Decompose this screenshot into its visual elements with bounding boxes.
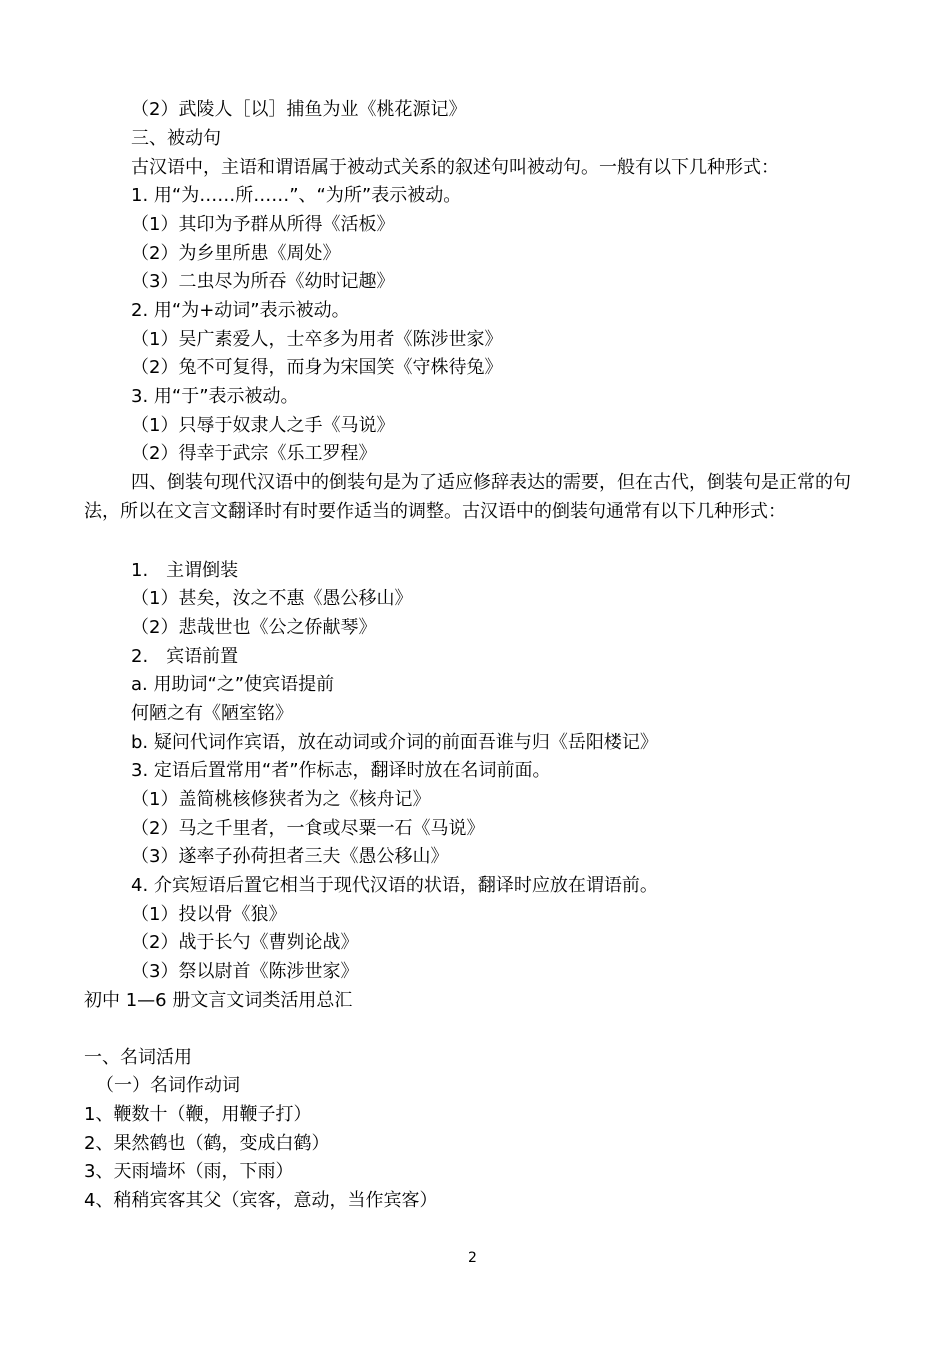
subsection-heading: （一）名词作动词 [96,1075,240,1096]
text-line: （1）盖简桃核修狭者为之《核舟记》 [131,789,431,810]
text-line: （1）只辱于奴隶人之手《马说》 [131,415,395,436]
section-heading: 三、被动句 [131,128,221,149]
text-line: 2. 宾语前置 [131,646,239,667]
text-line: （1）其印为予群从所得《活板》 [131,214,395,235]
text-line: a. 用助词“之”使宾语提前 [131,674,335,695]
text-line: b. 疑问代词作宾语，放在动词或介词的前面吾谁与归《岳阳楼记》 [131,732,658,753]
text-line: （2）悲哉世也《公之侨献琴》 [131,617,377,638]
section-title: 初中 1—6 册文言文词类活用总汇 [84,990,353,1011]
text-line: （2）武陵人［以］捕鱼为业《桃花源记》 [131,99,467,120]
list-item: 1、鞭数十（鞭，用鞭子打） [84,1104,312,1125]
list-item: 2、果然鹤也（鹤，变成白鹤） [84,1133,330,1154]
text-line: （2）为乡里所患《周处》 [131,243,341,264]
text-line: （3）遂率子孙荷担者三夫《愚公移山》 [131,846,449,867]
text-line: 4. 介宾短语后置它相当于现代汉语的状语，翻译时应放在谓语前。 [131,875,658,896]
section-heading: 一、名词活用 [84,1047,192,1068]
text-line: （2）马之千里者，一食或尽粟一石《马说》 [131,818,485,839]
text-line: 3. 用“于”表示被动。 [131,386,299,407]
text-line: （2）兔不可复得，而身为宋国笑《守株待兔》 [131,357,503,378]
section-paragraph: 四、倒装句现代汉语中的倒装句是为了适应修辞表达的需要，但在古代，倒装句是正常的句法，所以在文言文翻译时有时要作适当的调整。古汉语中的倒装句通常有以下几种形式： [84,472,851,522]
text-line: 1. 用“为……所……”、“为所”表示被动。 [131,185,462,206]
text-line: 3. 定语后置常用“者”作标志，翻译时放在名词前面。 [131,760,551,781]
page-number: 2 [468,1250,477,1266]
list-item: 3、天雨墙坏（雨，下雨） [84,1161,294,1182]
text-line: （3）祭以尉首《陈涉世家》 [131,961,359,982]
text-line: （2）战于长勺《曹刿论战》 [131,932,359,953]
text-line: 1. 主谓倒装 [131,560,239,581]
text-line: （1）吴广素爱人，士卒多为用者《陈涉世家》 [131,329,503,350]
text-line: 古汉语中，主语和谓语属于被动式关系的叙述句叫被动句。一般有以下几种形式： [131,157,779,178]
text-line: 2. 用“为+动词”表示被动。 [131,300,350,321]
list-item: 4、稍稍宾客其父（宾客，意动，当作宾客） [84,1190,438,1211]
text-line: （2）得幸于武宗《乐工罗程》 [131,443,377,464]
text-line: 何陋之有《陋室铭》 [131,703,293,724]
text-line: （1）投以骨《狼》 [131,904,287,925]
text-line: （1）甚矣，汝之不惠《愚公移山》 [131,588,413,609]
text-line: （3）二虫尽为所吞《幼时记趣》 [131,271,395,292]
